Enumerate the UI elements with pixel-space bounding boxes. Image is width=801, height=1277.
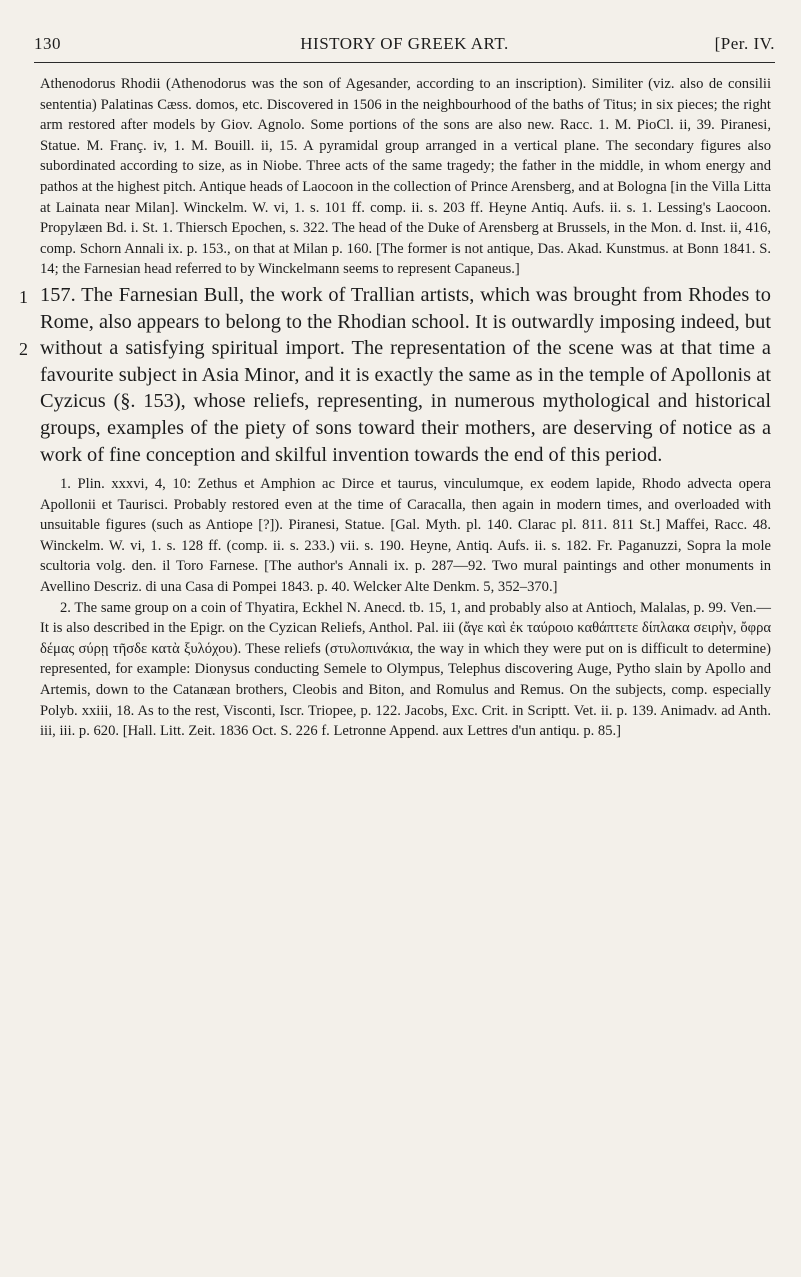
continued-note-paragraph: Athenodorus Rhodii (Athenodorus was the son of Agesander, according to an inscription). Similiter (viz. also de consilii sententia) Palatinas Cæss. domos, etc. Discovered in 1506 in the neighbourhood of the baths of Titus; in six pieces; the right arm restored after models by Giov. Agnolo. Some portions of the sons are also new. Racc. 1. M. PioCl. ii, 39. Piranesi, Statue. M. Franç. iv, 1. M. Bouill. ii, 15. A pyramidal group arranged in a vertical plane. The secondary figures also subordinated according to size, as in Niobe. Three acts of the same tragedy; the father in the middle, in whom energy and pathos at the highest pitch. Antique heads of Laocoon in the collection of Prince Arensberg, and at Bologna [in the Villa Litta at Lainata near Milan]. Winckelm. W. vi, 1. s. 101 ff. comp. ii. s. 203 ff. Heyne Antiq. Aufs. ii. s. 1. Lessing's Laocoon. Propylæen Bd. i. St. 1. Thiersch Epochen, s. 322. The head of the Duke of Arensberg at Brussels, in the Mon. d. Inst. ii, 416, comp. Schorn Annali ix. p. 153., on that at Milan p. 160. [The former is not antique, Das. Akad. Kunstmus. at Bonn 1841. S. 14; the Farnesian head referred to by Winckelmann seems to represent Capaneus.]	[40, 76, 771, 278]
main-paragraph: 157. The Farnesian Bull, the work of Trallian artists, which was brought from Rhodes to Rome, also appears to belong to the Rhodian school. It is outwardly imposing indeed, but without a satisfying spiritual import. The representation of the scene was at that time a favourite subject in Asia Minor, and it is exactly the same as in the temple of Apollonis at Cyzicus (§. 153), whose reliefs, representing, in numerous mythological and historical groups, examples of the piety of sons toward their mothers, are deserving of notice as a work of fine conception and skilful invention towards the end of this period.	[40, 283, 771, 466]
page-header	[34, 34, 775, 60]
running-title: HISTORY OF GREEK ART.	[300, 34, 509, 53]
page-number: 130	[34, 34, 61, 53]
footnotes	[40, 474, 771, 742]
margin-number-2: 2	[19, 338, 28, 359]
header-rule	[34, 62, 775, 63]
section-marker: [Per. IV.	[714, 34, 775, 53]
margin-number-1: 1	[19, 286, 28, 307]
note-2: 2. The same group on a coin of Thyatira, Eckhel N. Anecd. tb. 15, 1, and probably also at Antioch, Malalas, p. 99. Ven.—It is also described in the Epigr. on the Cyzican Reliefs, Anthol. Pal. iii (ἄγε καὶ ἐκ ταύροιο καθάπτετε δίπλακα σειρὴν, ὄφρα δέμας σύρῃ τῆσδε κατὰ ξυλόχου). These reliefs (στυλοπινάκια, the way in which they were put on is difficult to determine) represented, for example: Dionysus conducting Semele to Olympus, Telephus discovering Auge, Pytho slain by Apollo and Artemis, down to the Catanæan brothers, Cleobis and Biton, and Romulus and Remus. On the subjects, comp. especially Polyb. xxiii, 18. As to the rest, Visconti, Iscr. Triopee, p. 122. Jacobs, Exc. Crit. in Scriptt. Vet. ii. p. 139. Animadv. ad Anth. iii, iii. p. 620. [Hall. Litt. Zeit. 1836 Oct. S. 226 f. Letronne Append. aux Lettres d'un antiqu. p. 85.]	[40, 599, 771, 740]
page-body	[19, 74, 771, 742]
main-section	[19, 282, 771, 468]
note-1: 1. Plin. xxxvi, 4, 10: Zethus et Amphion ac Dirce et taurus, vinculumque, ex eodem lapide, Rhodo advecta opera Apollonii et Taurisci. Probably restored even at the time of Caracalla, then again in modern times, and overloaded with unsuitable figures (such as Antiope [?]). Piranesi, Statue. [Gal. Myth. pl. 140. Clarac pl. 811. 811 St.] Maffei, Racc. 48. Winckelm. W. vi, 1. s. 128 ff. (comp. ii. s. 233.) vii. s. 190. Heyne, Antiq. Aufs. ii. s. 182. Fr. Paganuzzi, Sopra la mole scultoria volg. den. il Toro Farnese. [The author's Annali ix. p. 287—92. Two mural paintings and other monuments in Avellino Descriz. di una Casa di Pompei 1843. p. 40. Welcker Alte Denkm. 5, 352–370.]	[40, 476, 771, 596]
